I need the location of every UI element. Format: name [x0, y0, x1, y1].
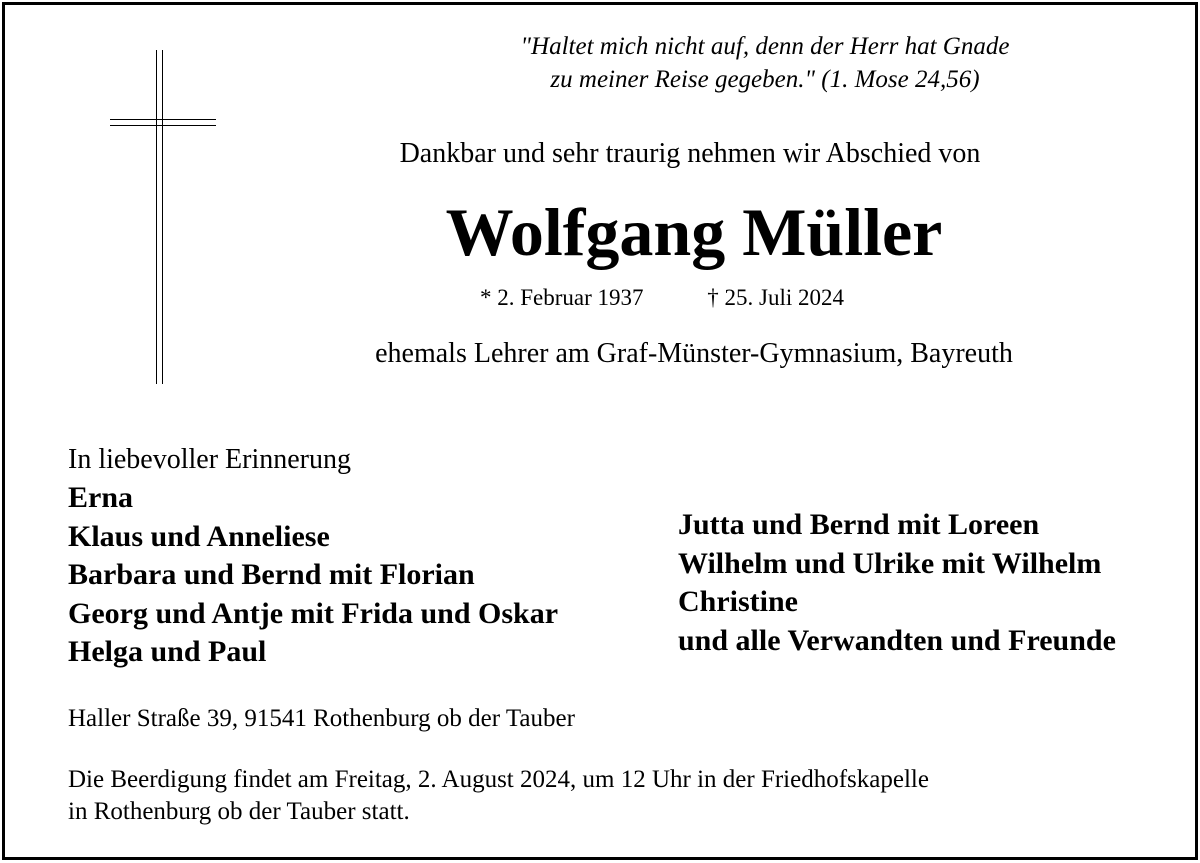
funeral-notice	[68, 764, 929, 828]
mourners-right-column	[678, 506, 1116, 660]
mourner-name: Jutta und Bernd mit Loreen	[678, 508, 1040, 541]
mourner-name: und alle Verwandten und Freunde	[678, 623, 1116, 657]
mourner-name: Christine	[678, 585, 798, 619]
cross-icon	[110, 50, 216, 384]
funeral-line-1: Die Beerdigung findet am Freitag, 2. August 2024, um 12 Uhr in der Friedhofskapelle	[68, 766, 929, 793]
mourner-list-left	[68, 479, 558, 672]
deceased-name: Wolfgang Müller	[445, 194, 943, 270]
mourner-name: Erna	[68, 481, 134, 514]
mourner-name: Helga und Paul	[68, 635, 267, 669]
birth-date: * 2. Februar 1937	[480, 285, 644, 310]
farewell-intro: Dankbar und sehr traurig nehmen wir Abschied von	[399, 138, 981, 169]
mourner-name: Georg und Antje mit Frida und Oskar	[68, 596, 559, 630]
mourner-list-right	[678, 506, 1116, 660]
family-address: Haller Straße 39, 91541 Rothenburg ob der Tauber	[68, 705, 575, 732]
quote-line-2: zu meiner Reise gegeben." (1. Mose 24,56)	[550, 66, 980, 93]
bible-quote	[460, 30, 1070, 96]
quote-line-1: "Haltet mich nicht auf, denn der Herr hat Gnade	[520, 33, 1010, 60]
mourner-name: Klaus und Anneliese	[68, 519, 330, 553]
mourners-left-column	[68, 441, 558, 672]
occupation: ehemals Lehrer am Graf-Münster-Gymnasium, Bayreuth	[375, 338, 1013, 369]
life-dates	[480, 283, 844, 313]
death-date: † 25. Juli 2024	[707, 285, 845, 310]
funeral-line-2: in Rothenburg ob der Tauber statt.	[68, 798, 410, 825]
memory-heading: In liebevoller Erinnerung	[68, 444, 352, 475]
mourner-name: Barbara und Bernd mit Florian	[68, 558, 475, 592]
mourner-name: Wilhelm und Ulrike mit Wilhelm	[678, 546, 1102, 580]
